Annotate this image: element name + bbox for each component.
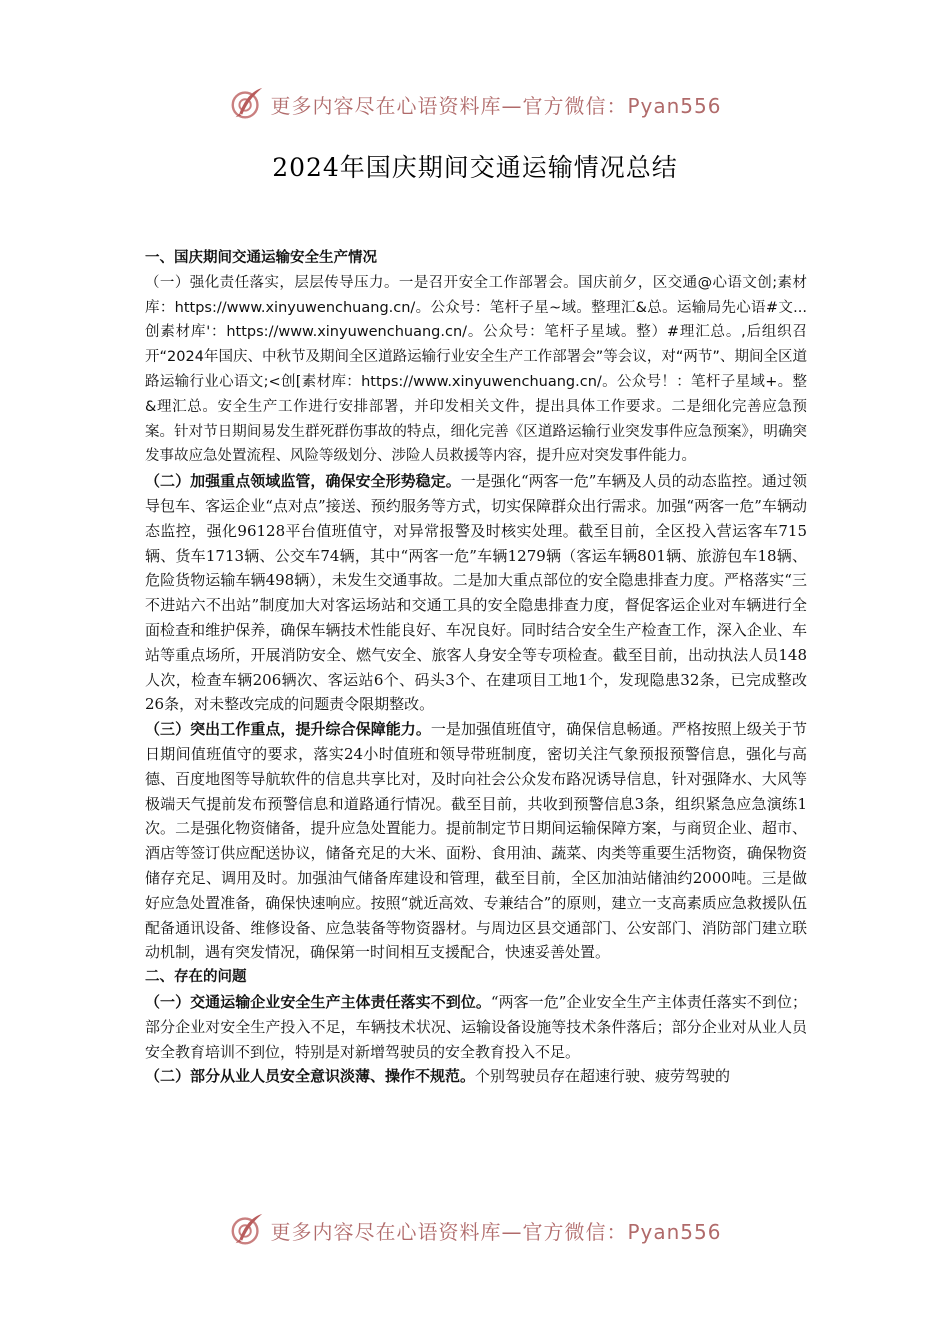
paragraph-2-body: 一是强化“两客一危”车辆及人员的动态监控。通过领导包车、客运企业“点对点”接送、预约服务等方式，切实保障群众出行需求。加强“两客一危”车辆动态监控，强化96128平台值班值守，对异常报警及时核实处理。截至目前，全区投入营运客车715辆、货车1713辆、公交车74辆，其中“两客一危”车辆1279辆（客运车辆801辆、旅游包车18辆、危险货物运输车辆498辆），未发生交通事故。二是加大重点部位的安全隐患排查力度。严格落实“三不进站六不出站”制度加大对客运场站和交通工具的安全隐患排查力度，督促客运企业对车辆进行全面检查和维护保养，确保车辆技术性能良好、车况良好。同时结合安全生产检查工作，深入企业、车站等重点场所，开展消防安全、燃气安全、旅客人身安全等专项检查。截至目前，出动执法人员148人次，检查车辆206辆次、客运站6个、码头3个、在建项目工地1个，发现隐患32条，已完成整改26条，对未整改完成的问题责令限期整改。	[145, 472, 807, 714]
paragraph-2	[145, 469, 807, 717]
document-body	[145, 246, 807, 1089]
paragraph-4	[145, 990, 807, 1064]
paragraph-3-body: 一是加强值班值守，确保信息畅通。严格按照上级关于节日期间值班值守的要求，落实24小时值班和领导带班制度，密切关注气象预报预警信息，强化与高德、百度地图等导航软件的信息共享比对，及时向社会公众发布路况诱导信息，针对强降水、大风等极端天气提前发布预警信息和道路通行情况。截至目前，共收到预警信息3条，组织紧急应急演练1次。二是强化物资储备，提升应急处置能力。提前制定节日期间运输保障方案，与商贸企业、超市、酒店等签订供应配送协议，储备充足的大米、面粉、食用油、蔬菜、肉类等重要生活物资，确保物资储存充足、调用及时。加强油气储备库建设和管理，截至目前，全区加油站储油约2000吨。三是做好应急处置准备，确保快速响应。按照“就近高效、专兼结合”的原则，建立一支高素质应急救援队伍配备通讯设备、维修设备、应急装备等物资器材。与周边区县交通部门、公安部门、消防部门建立联动机制，遇有突发情况，确保第一时间相互支援配合，快速妥善处置。	[145, 720, 807, 962]
header-banner	[0, 84, 950, 124]
section-heading-2: 二、存在的问题	[145, 969, 247, 986]
footer-banner	[0, 1210, 950, 1250]
paragraph-5-lead: （二）部分从业人员安全意识淡薄、操作不规范。	[145, 1067, 476, 1086]
page-title: 2024年国庆期间交通运输情况总结	[272, 153, 678, 182]
paragraph-5	[145, 1064, 807, 1089]
paragraph-1: （一）强化责任落实，层层传导压力。一是召开安全工作部署会。国庆前夕，区交通@心语文创;素材库：https://www.xinyuwenchuang.cn/。公众号：笔杆子星~域。整理汇&总。运输局先心语#文...创素材库'：https://www.xinyuwenchuang.cn/。公众号：笔杆子星域。整）#理汇总。,后组织召开“2024年国庆、中秋节及期间全区道路运输行业安全生产工作部署会”等会议，对“两节”、期间全区道路运输行业心语文;<创[素材库：https://www.xinyuwenchuang.cn/。公众号！：笔杆子星域+。整&理汇总。安全生产工作进行安排部署，并印发相关文件，提出具体工作要求。二是细化完善应急预案。针对节日期间易发生群死群伤事故的特点，细化完善《区道路运输行业突发事件应急预案》，明确突发事故应急处置流程、风险等级划分、涉险人员救援等内容，提升应对突发事件能力。	[145, 274, 807, 465]
quill-logo-icon	[228, 85, 266, 123]
paragraph-4-lead: （一）交通运输企业安全生产主体责任落实不到位。	[145, 992, 491, 1011]
paragraph-5-body: 个别驾驶员存在超速行驶、疲劳驾驶的	[475, 1067, 731, 1086]
banner-text: 更多内容尽在心语资料库—官方微信：Pyan556	[270, 1219, 722, 1244]
section-heading-1: 一、国庆期间交通运输安全生产情况	[145, 250, 377, 266]
banner-text: 更多内容尽在心语资料库—官方微信：Pyan556	[270, 93, 722, 118]
quill-logo-icon	[228, 1211, 266, 1249]
paragraph-3-lead: （三）突出工作重点，提升综合保障能力。	[145, 720, 431, 739]
paragraph-2-lead: （二）加强重点领域监管，确保安全形势稳定。	[145, 472, 461, 491]
paragraph-4-body: “两客一危”企业安全生产主体责任落实不到位；部分企业对安全生产投入不足，车辆技术状况、运输设备设施等技术条件落后；部分企业对从业人员安全教育培训不到位，特别是对新增驾驶员的安全教育投入不足。	[145, 992, 807, 1061]
paragraph-3	[145, 717, 807, 965]
